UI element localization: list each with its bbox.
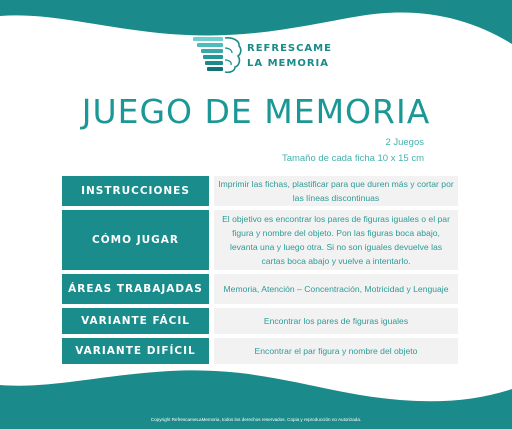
brand-logo (193, 34, 333, 76)
row-text: Memoria, Atención – Concentración, Motricidad y Lenguaje (214, 274, 458, 304)
row-label: CÓMO JUGAR (62, 210, 209, 270)
row-text: Encontrar los pares de figuras iguales (214, 308, 458, 334)
row-label: VARIANTE FÁCIL (62, 308, 209, 334)
brain-icon (223, 36, 243, 74)
logo-line-2: LA MEMORIA (247, 58, 329, 69)
row-text: Encontrar el par figura y nombre del objeto (214, 338, 458, 364)
logo-text (247, 41, 332, 71)
copyright-footer: Copyright RefrescameLaMemoria, todos los derechos reservados. Copia y reproducción no Autorizada. (150, 417, 362, 422)
logo-bars-icon (193, 37, 227, 73)
logo-line-1: REFRESCAME (247, 43, 332, 54)
info-row-instructions (62, 176, 458, 206)
card-size: Tamaño de cada ficha 10 x 15 cm (281, 153, 424, 164)
games-count: 2 Juegos (385, 137, 424, 148)
row-label: INSTRUCCIONES (62, 176, 209, 206)
row-text: Imprimir las fichas, plastificar para que duren más y cortar por las líneas discontinuas (214, 176, 458, 206)
info-row-areas (62, 274, 458, 304)
row-label: ÁREAS TRABAJADAS (62, 274, 209, 304)
page-title: JUEGO DE MEMORIA (81, 92, 431, 131)
info-row-easy-variant (62, 308, 458, 334)
row-text: El objetivo es encontrar los pares de figuras iguales o el par figura y nombre del objeto. Pon las figuras boca abajo, levanta una y luego otra. Si no son iguales devuelve las cartas boca abajo y vuelve a intentarlo. (214, 210, 458, 270)
row-label: VARIANTE DIFÍCIL (62, 338, 209, 364)
info-row-how-to-play (62, 210, 458, 270)
